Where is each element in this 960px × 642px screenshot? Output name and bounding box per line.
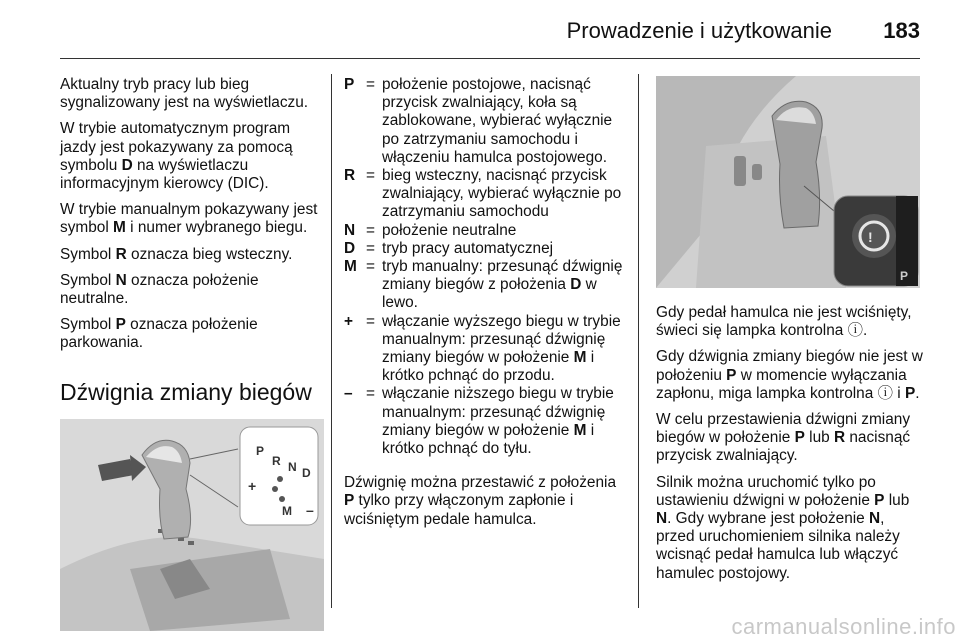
svg-text:N: N <box>288 459 297 474</box>
paragraph-ignition: Gdy dźwignia zmiany biegów nie jest w położeniu P w momencie wyłączania zapłonu, miga lampka kontrolna ⓘ i P. <box>656 348 923 402</box>
definition-p: P = położenie postojowe, nacisnąć przycisk zwalniający, koła są zablokowane, wybierać wyłącznie po zatrzymaniu samochodu i włączeniu hamulca postojowego. <box>344 76 613 166</box>
paragraph-symbol-r: Symbol R oznacza bieg wsteczny. <box>60 245 293 263</box>
brake-release-illustration <box>656 76 920 288</box>
definition-m: M = tryb manualny: przesunąć dźwignię zmiany biegów z położenia D w lewo. <box>344 258 623 312</box>
paragraph-shift-condition: Dźwignię można przestawić z położenia P tylko przy włączonym zapłonie i wciśniętym pedale hamulca. <box>344 474 617 528</box>
page-header <box>60 14 920 50</box>
svg-text:–: – <box>306 501 314 518</box>
header-rule <box>60 58 920 59</box>
section-heading: Dźwignia zmiany biegów <box>60 378 312 405</box>
definition-d: D = tryb pracy automatycznej <box>344 239 554 257</box>
column-1 <box>60 76 325 631</box>
svg-text:+: + <box>248 477 257 494</box>
svg-text:P: P <box>900 269 909 283</box>
definition-minus: – = włączanie niższego biegu w trybie manualnym: przesunąć dźwignię zmiany biegów w położenie M i krótko pchnąć do tyłu. <box>344 385 614 458</box>
definition-plus: + = włączanie wyższego biegu w trybie manualnym: przesunąć dźwignię zmiany biegów w położenie M i krótko pchnąć do przodu. <box>344 312 621 385</box>
column-3 <box>656 76 924 591</box>
paragraph-manual-mode: W trybie manualnym pokazywany jest symbol M i numer wybranego biegu. <box>60 201 318 237</box>
watermark: carmanualsonline.info <box>731 614 956 639</box>
header-title: Prowadzenie i użytkowanie <box>566 18 832 43</box>
paragraph-display: Aktualny tryb pracy lub bieg sygnalizowany jest na wyświetlaczu. <box>60 76 309 112</box>
paragraph-symbol-p: Symbol P oznacza położenie parkowania. <box>60 316 258 352</box>
svg-text:R: R <box>272 453 281 468</box>
page-number: 183 <box>883 18 920 43</box>
paragraph-brake-light: Gdy pedał hamulca nie jest wciśnięty, świeci się lampka kontrolna ⓘ. <box>656 304 912 340</box>
definition-n: N = położenie neutralne <box>344 221 517 239</box>
column-divider-1 <box>331 74 332 608</box>
paragraph-release-button: W celu przestawienia dźwigni zmiany biegów w położenie P lub R nacisnąć przycisk zwalniający. <box>656 411 911 465</box>
paragraph-symbol-n: Symbol N oznacza położenie neutralne. <box>60 271 259 308</box>
paragraph-auto-mode: W trybie automatycznym program jazdy jest pokazywany za pomocą symbolu D na wyświetlaczu informacyjnym kierowcy (DIC). <box>60 120 293 193</box>
gear-lever-illustration <box>60 419 324 631</box>
svg-text:P: P <box>256 443 265 458</box>
column-2 <box>344 76 628 537</box>
definition-r: R = bieg wsteczny, nacisnąć przycisk zwalniający, wybierać wyłącznie po zatrzymaniu samochodu <box>344 167 622 221</box>
column-divider-2 <box>638 74 639 608</box>
svg-text:M: M <box>282 503 292 518</box>
svg-text:!: ! <box>868 229 873 245</box>
paragraph-engine-start: Silnik można uruchomić tylko po ustawieniu dźwigni w położenie P lub N. Gdy wybrane jest położenie N, przed uruchomieniem silnika należy wcisnąć pedał hamulca lub włączyć hamulec postojowy. <box>656 473 910 582</box>
svg-text:D: D <box>302 465 311 480</box>
